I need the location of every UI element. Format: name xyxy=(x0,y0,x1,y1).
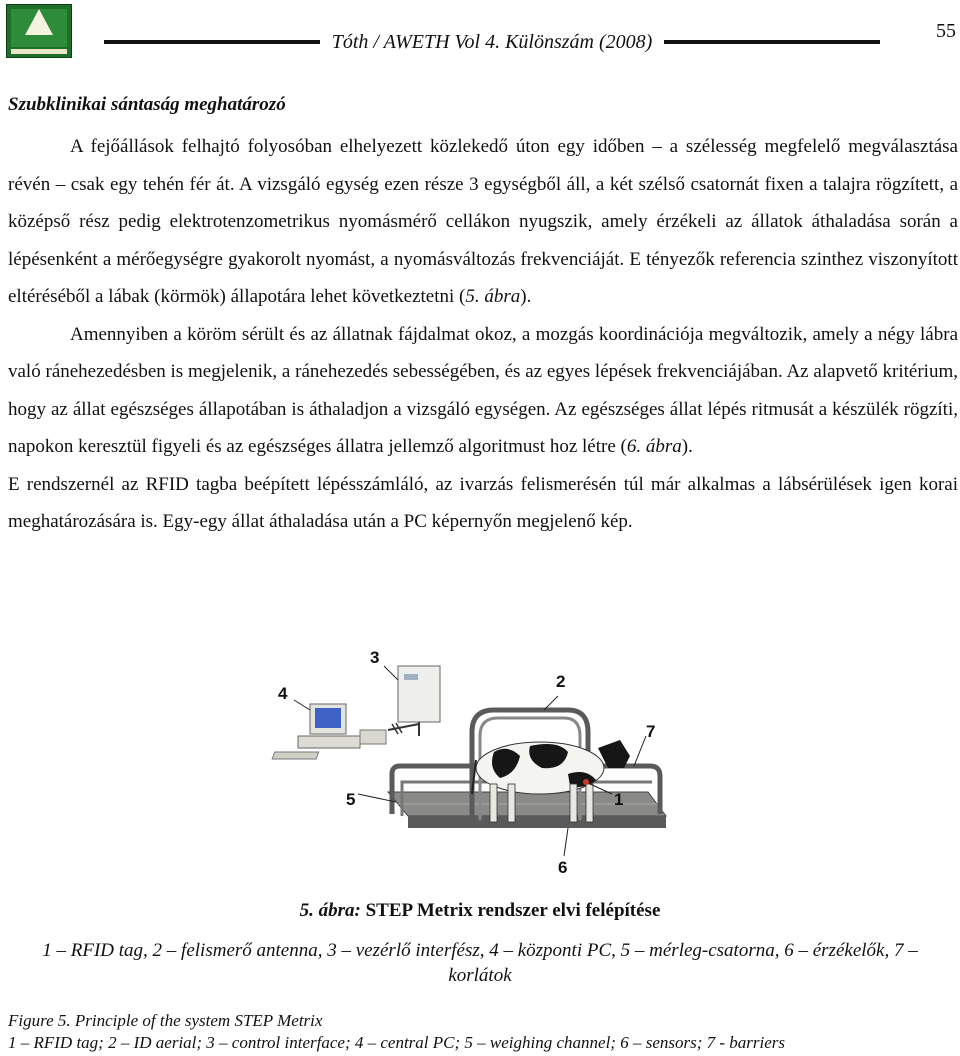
system-illustration xyxy=(268,644,678,884)
paragraph-1-text: A fejőállások felhajtó folyosóban elhelyezett közlekedő úton egy időben – a szélesség megfelelő megválasztása révén – csak egy tehén fér át. A vizsgáló egység ezen része 3 egységből áll, a két szélső csatornát fixen a talajra rögzített, a középső rész pedig elektrotenzometrikus nyomásmérő cellákon nyugszik, amely érzékeli az állatok áthaladása során a lépésenként a mérőegységre gyakorolt nyomást, a nyomásváltozás frekvenciáját. E tényezők referencia szinthez viszonyított eltéréséből a lábak (körmök) állapotára lehet következtetni ( xyxy=(8,136,958,307)
label-6: 6 xyxy=(558,858,568,877)
label-7: 7 xyxy=(646,722,656,741)
pc-tower xyxy=(360,730,386,744)
logo-triangle-mark xyxy=(25,9,53,35)
cow-leg xyxy=(508,784,515,822)
leader-7 xyxy=(634,736,646,766)
paragraph-1-end: ). xyxy=(520,286,532,307)
leader-3 xyxy=(384,666,398,680)
pc-base-unit xyxy=(298,736,360,748)
paragraph-1 xyxy=(8,128,958,316)
page-number: 55 xyxy=(936,20,956,42)
header-rule-left xyxy=(104,40,320,44)
paragraph-2-text: Amennyiben a köröm sérült és az állatnak fájdalmat okoz, a mozgás koordinációja megváltozik, amely a négy lábra való ránehezedésben is megjelenik, a ránehezedés sebességében, és az egyes lépések frekvenciájában. Az alapvető kritérium, hogy az állat egészséges állapotában is áthaladjon a vizsgáló egységen. Az egészséges állat lépés ritmusát a készülék rögzíti, napokon keresztül figyeli és az egészséges állatra jellemző algoritmust hoz létre ( xyxy=(8,323,958,457)
journal-title: Tóth / AWETH Vol 4. Különszám (2008) xyxy=(331,30,653,53)
figure-legend: 1 – RFID tag, 2 – felismerő antenna, 3 – vezérlő interfész, 4 – központi PC, 5 – mérleg-csatorna, 6 – érzékelők, 7 – korlátok xyxy=(42,940,918,986)
cow-leg xyxy=(490,784,497,822)
interface-display xyxy=(404,674,418,680)
channel-base xyxy=(408,816,666,828)
figure-reference: 6. ábra xyxy=(626,436,682,457)
pc-keyboard xyxy=(272,752,319,759)
rfid-tag xyxy=(583,779,589,785)
figure-legend-english: 1 – RFID tag; 2 – ID aerial; 3 – control interface; 4 – central PC; 5 – weighing channel; 6 – sensors; 7 - barriers xyxy=(8,1033,786,1052)
figure-caption xyxy=(0,900,960,922)
header-rule-right xyxy=(664,40,880,44)
figure-number: 5. ábra: xyxy=(299,900,361,921)
running-header xyxy=(104,28,880,56)
leader-4 xyxy=(294,700,310,710)
figure-reference: 5. ábra xyxy=(465,286,521,307)
paragraph-2-end: ). xyxy=(681,436,693,457)
cow-leg xyxy=(586,784,593,822)
paragraph-3: E rendszernél az RFID tagba beépített lépésszámláló, az ivarzás felismerésén túl már alkalmas a lábsérülések igen korai meghatározására is. Egy-egy állat áthaladása után a PC képernyőn megjelenő kép. xyxy=(8,473,958,532)
paragraph-2 xyxy=(8,316,958,466)
figure-title: STEP Metrix rendszer elvi felépítése xyxy=(360,900,661,921)
label-5: 5 xyxy=(346,790,356,809)
leader-6 xyxy=(564,828,568,856)
journal-logo xyxy=(6,4,72,58)
step-metrix-figure xyxy=(268,644,678,884)
pc-screen xyxy=(315,708,341,728)
figure-title-english: Figure 5. Principle of the system STEP Metrix xyxy=(8,1011,323,1030)
label-1: 1 xyxy=(614,790,624,809)
body-text xyxy=(8,128,958,541)
section-heading: Szubklinikai sántaság meghatározó xyxy=(8,94,286,115)
label-3: 3 xyxy=(370,648,380,667)
logo-strip xyxy=(11,49,67,54)
cow-leg xyxy=(570,784,577,822)
label-4: 4 xyxy=(278,684,288,703)
figure-caption-english xyxy=(8,1010,785,1054)
label-2: 2 xyxy=(556,672,566,691)
